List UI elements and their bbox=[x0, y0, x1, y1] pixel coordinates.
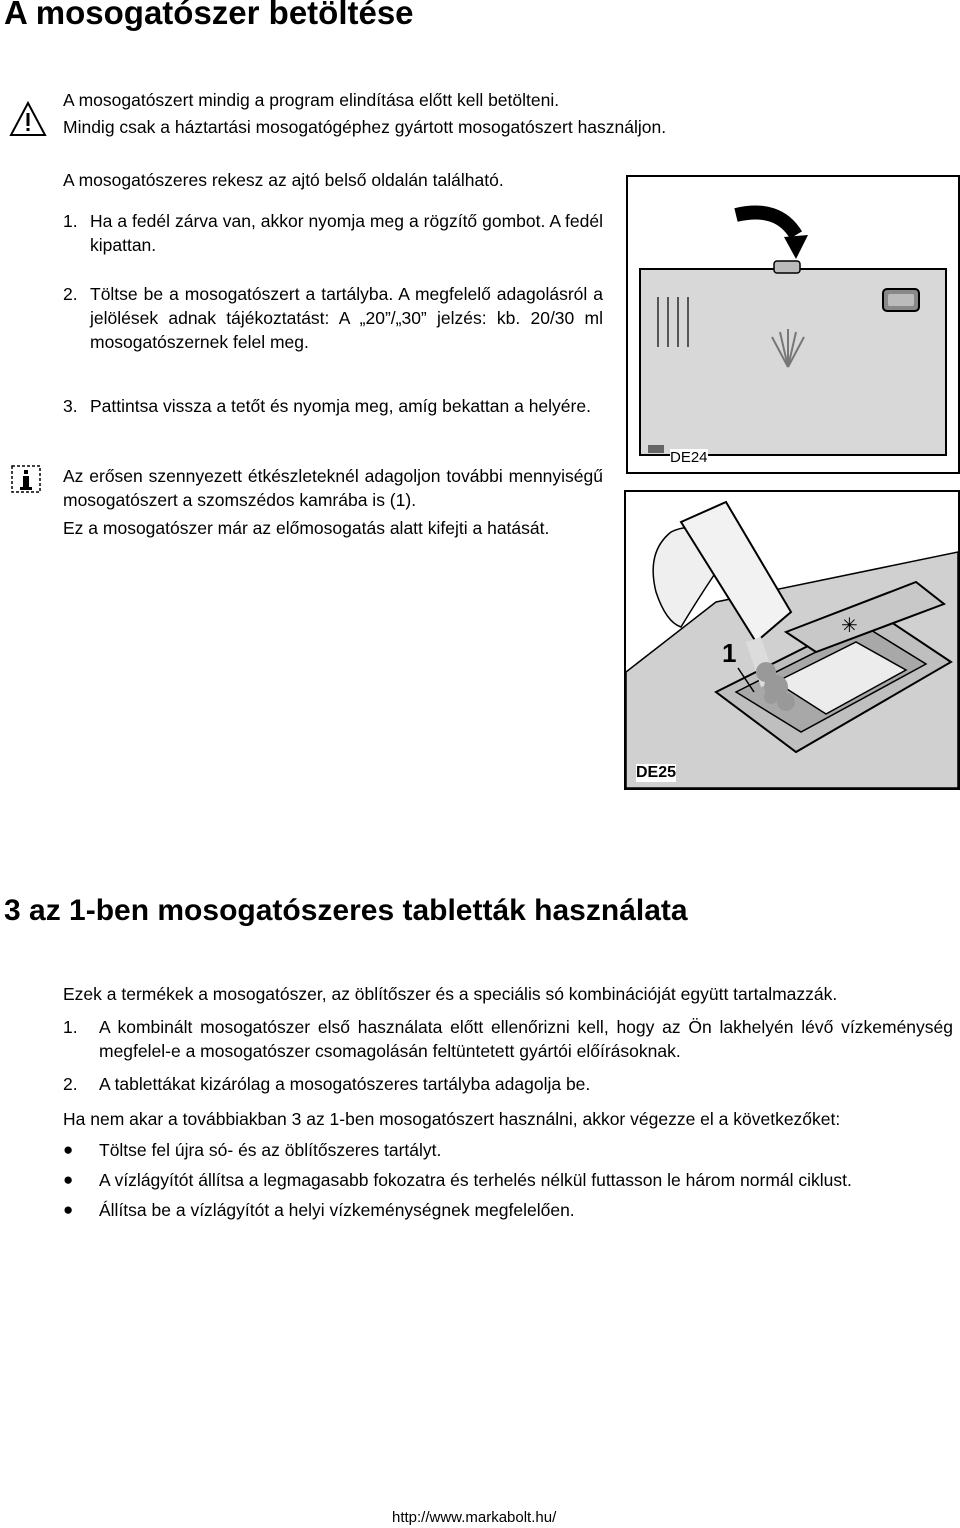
chamber-callout: 1 bbox=[722, 638, 737, 668]
list-item: 1. A kombinált mosogatószer első használata előtt ellenőrizni kell, hogy az Ön lakhelyén lévő vízkeménység megfelel-e a mosogatószer csomagolásán feltüntetett gyártói előírásoknak. bbox=[63, 1017, 953, 1061]
warning-line-1: A mosogatószert mindig a program elindítása előtt kell betölteni. bbox=[63, 90, 560, 110]
list-item: 3. Pattintsa vissza a tetőt és nyomja meg, amíg bekattan a helyére. bbox=[63, 396, 591, 416]
warning-line-2: Mindig csak a háztartási mosogatógéphez gyártott mosogatószert használjon. bbox=[63, 117, 667, 137]
location-text: A mosogatószeres rekesz az ajtó belső oldalán található. bbox=[63, 170, 504, 190]
figure-label: DE24 bbox=[670, 449, 708, 466]
warning-icon bbox=[8, 100, 48, 138]
detergent-filling-illustration bbox=[624, 490, 960, 790]
list-item: Állítsa be a vízlágyítót a helyi vízkeménységnek megfelelően. bbox=[99, 1200, 575, 1220]
list-item: 1. Ha a fedél zárva van, akkor nyomja meg a rögzítő gombot. A fedél kipattan. bbox=[63, 211, 603, 255]
lead-text: Ha nem akar a továbbiakban 3 az 1-ben mosogatószert használni, akkor végezze el a következőket: bbox=[63, 1109, 841, 1129]
list-item: 2. Töltse be a mosogatószert a tartályba. A megfelelő adagolásról a jelölések adnak tájékoztatást: A „20”/„30” jelzés: kb. 20/30 ml mosogatószernek felel meg. bbox=[63, 284, 603, 352]
dispenser-lid-illustration bbox=[626, 175, 960, 474]
footer-url: http://www.markabolt.hu/ bbox=[392, 1509, 557, 1526]
bullet-icon: ● bbox=[63, 1200, 74, 1219]
section-title: 3 az 1-ben mosogatószeres tabletták használata bbox=[4, 894, 688, 927]
list-item: A vízlágyítót állítsa a legmagasabb fokozatra és terhelés nélkül futtasson le három normál ciklust. bbox=[99, 1170, 852, 1190]
figure-label: DE25 bbox=[636, 764, 677, 781]
info-paragraph-1: Az erősen szennyezett étkészleteknél adagoljon további mennyiségű mosogatószert a szomszédos kamrába is (1). bbox=[63, 466, 603, 510]
list-item: 2. A tablettákat kizárólag a mosogatószeres tartályba adagolja be. bbox=[63, 1074, 591, 1094]
page-title: A mosogatószer betöltése bbox=[4, 0, 414, 31]
info-paragraph-2: Ez a mosogatószer már az előmosogatás alatt kifejti a hatását. bbox=[63, 518, 550, 538]
svg-text:✳: ✳ bbox=[841, 615, 858, 637]
bullet-icon: ● bbox=[63, 1170, 74, 1189]
bullet-icon: ● bbox=[63, 1140, 74, 1159]
info-icon bbox=[8, 462, 44, 496]
list-item: Töltse fel újra só- és az öblítőszeres tartályt. bbox=[99, 1140, 442, 1160]
intro-text: Ezek a termékek a mosogatószer, az öblítőszer és a speciális só kombinációját együtt tartalmazzák. bbox=[63, 984, 838, 1004]
